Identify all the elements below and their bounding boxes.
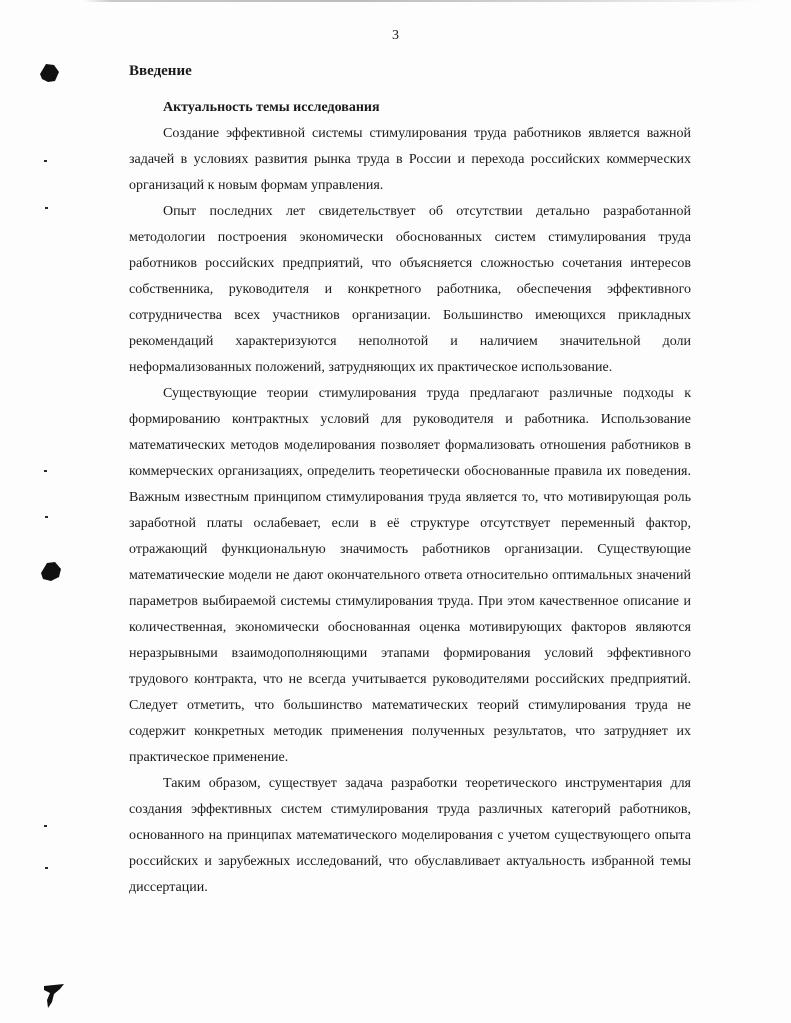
section-heading: Введение (129, 63, 192, 79)
margin-speck (44, 160, 47, 162)
page-number: 3 (392, 28, 399, 43)
scan-edge-line (84, 0, 764, 2)
paragraph-4: Таким образом, существует задача разработки теоретического инструментария для создания эффективных систем стимулирования труда различных категорий работников, основанного на принципах математического моделирования с учетом существующего опыта российских и зарубежных исследований, что обуславливает актуальность избранной темы диссертации. (129, 776, 691, 895)
binding-hole-mark-middle (38, 558, 64, 584)
paragraph-2: Опыт последних лет свидетельствует об отсутствии детально разработанной методологии построения экономически обоснованных систем стимулирования труда работников российских предприятий, что объясняется сложностью сочетания интересов собственника, руководителя и конкретного работника, обеспечения эффективного сотрудничества всех участников организации. Большинство имеющихся прикладных рекомендаций характеризуются неполнотой и наличием значительной доли неформализованных положений, затрудняющих их практическое использование. (129, 204, 691, 375)
paragraph-1: Создание эффективной системы стимулирования труда работников является важной задачей в условиях развития рынка труда в России и перехода российских коммерческих организаций к новым формам управления. (129, 126, 691, 193)
subsection-heading: Актуальность темы исследования (163, 100, 380, 115)
paragraph-3: Существующие теории стимулирования труда предлагают различные подходы к формированию контрактных условий для руководителя и работника. Использование математических методов моделирования позволяет формализовать отношения работников в коммерческих организациях, определить теоретически обоснованные правила их поведения. Важным известным принципом стимулирования труда является то, что мотивирующая роль заработной платы ослабевает, если в её структуре отсутствует переменный фактор, отражающий функциональную значимость работников организации. Существующие математические модели не дают окончательного ответа относительно оптимальных значений параметров выбираемой системы стимулирования труда. При этом качественное описание и количественная, экономически обоснованная оценка мотивирующих факторов являются неразрывными взаимодополняющими этапами формирования условий эффективного трудового контракта, что не всегда учитывается руководителями российских предприятий. Следует отметить, что большинство математических теорий стимулирования труда не содержит конкретных методик применения полученных результатов, что затрудняет их практическое применение. (129, 386, 691, 765)
margin-speck (45, 867, 48, 869)
margin-speck (44, 825, 47, 827)
margin-speck (44, 470, 47, 472)
binding-hole-mark-bottom (40, 980, 68, 1010)
margin-speck (45, 207, 48, 209)
binding-hole-mark-top (36, 60, 62, 86)
body-text (129, 121, 691, 901)
margin-speck (45, 516, 48, 518)
